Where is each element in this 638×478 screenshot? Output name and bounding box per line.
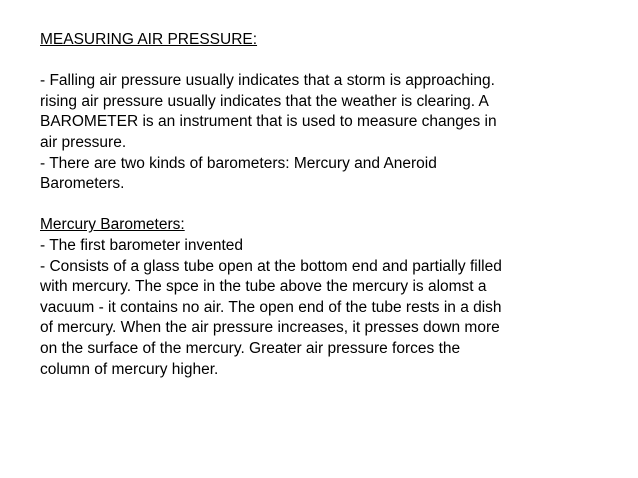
slide-text	[40, 30, 610, 380]
text-line: vacuum - it contains no air. The open end of the tube rests in a dish	[40, 298, 502, 316]
text-line: with mercury. The spce in the tube above the mercury is alomst a	[40, 278, 487, 296]
text-line: - There are two kinds of barometers: Mercury and Aneroid	[40, 154, 437, 172]
text-line: rising air pressure usually indicates that the weather is clearing. A	[40, 92, 489, 110]
text-line: BAROMETER is an instrument that is used to measure changes in	[40, 113, 497, 131]
text-line: Barometers.	[40, 175, 125, 193]
text-line: column of mercury higher.	[40, 360, 219, 378]
text-line: of mercury. When the air pressure increases, it presses down more	[40, 319, 500, 337]
text-line: air pressure.	[40, 133, 127, 151]
spacer	[40, 195, 610, 216]
heading-measuring-air-pressure: MEASURING AIR PRESSURE:	[40, 31, 258, 48]
text-line: on the surface of the mercury. Greater air pressure forces the	[40, 339, 461, 357]
spacer	[40, 51, 610, 72]
text-line: - Falling air pressure usually indicates that a storm is approaching.	[40, 72, 495, 90]
text-line: - Consists of a glass tube open at the bottom end and partially filled	[40, 257, 502, 275]
text-line: - The first barometer invented	[40, 236, 244, 254]
heading-mercury-barometers: Mercury Barometers:	[40, 216, 185, 234]
